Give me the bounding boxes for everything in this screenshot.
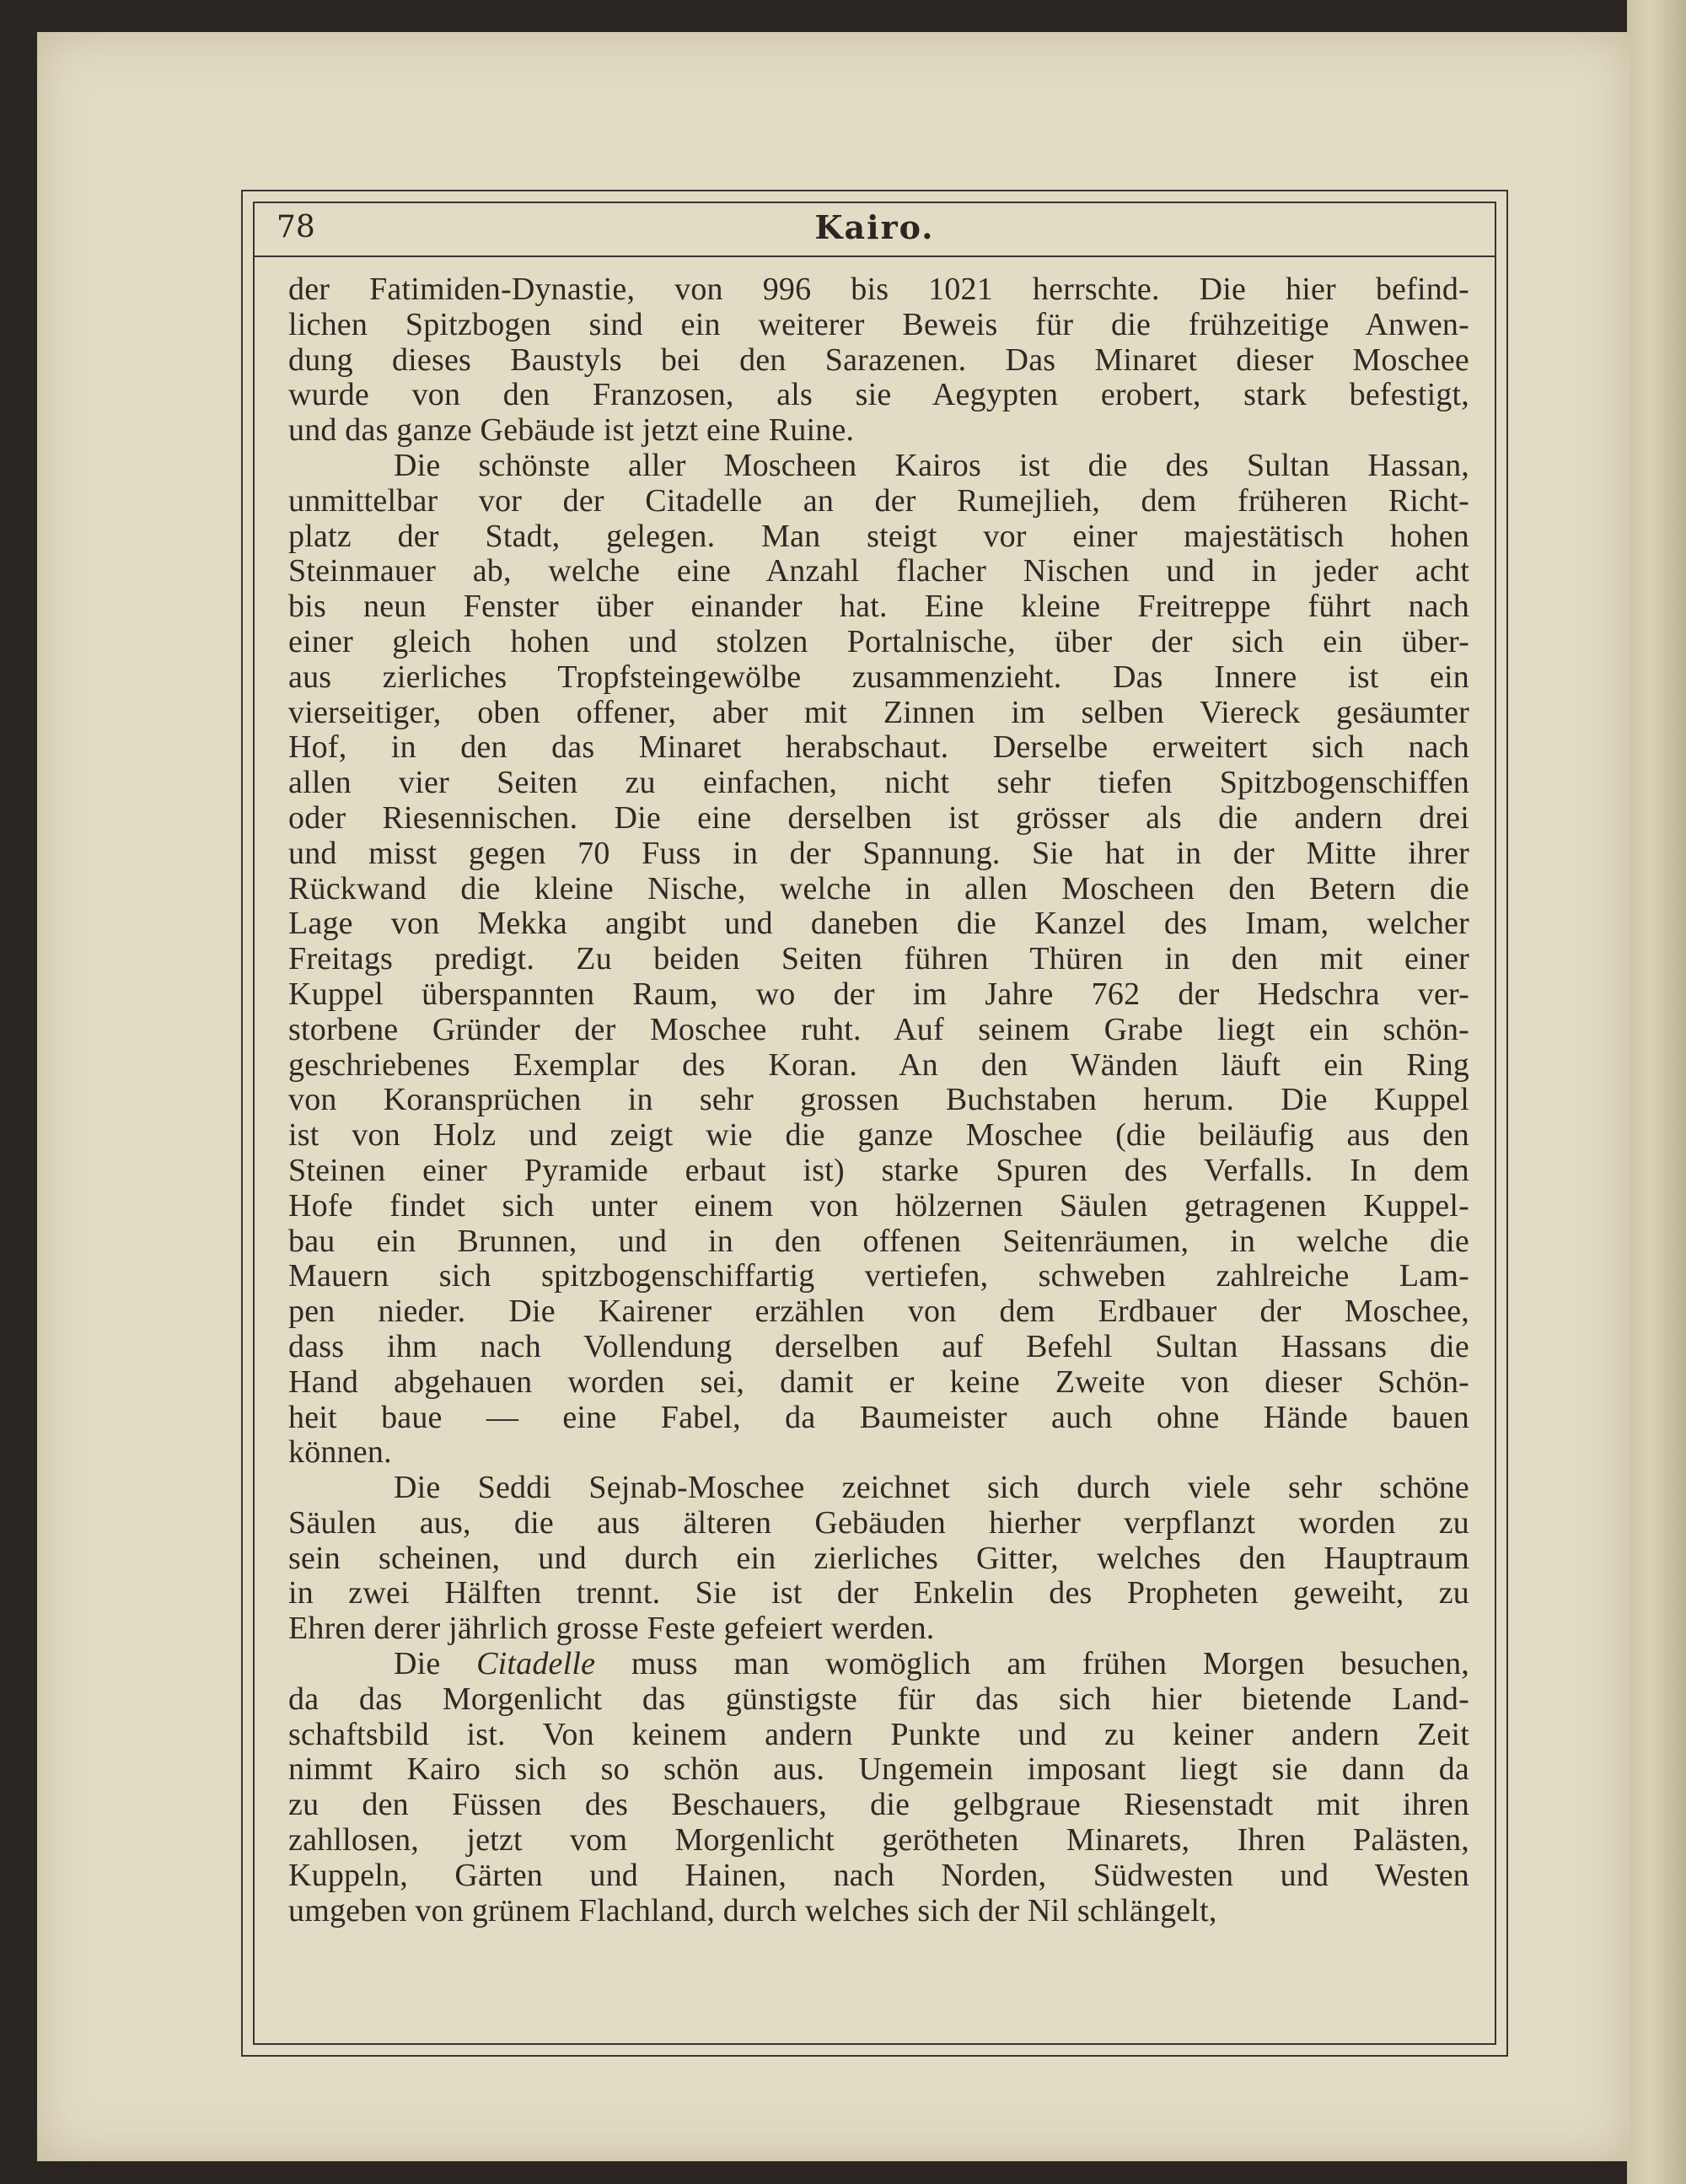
book-edge (1627, 0, 1686, 2184)
text-line: Steinen einer Pyramide erbaut ist) starke Spuren des Verfalls. In dem (288, 1152, 1469, 1188)
text-line: platz der Stadt, gelegen. Man steigt vor einer majestätisch hohen (288, 518, 1469, 554)
text-line: einer gleich hohen und stolzen Portalnische, über der sich ein über- (288, 623, 1469, 659)
page-header (255, 203, 1495, 257)
text-line: bis neun Fenster über einander hat. Eine kleine Freitreppe führt nach (288, 589, 1469, 625)
text-line: allen vier Seiten zu einfachen, nicht sehr tiefen Spitzbogenschiffen (288, 765, 1469, 801)
text-line: Die Seddi Sejnab-Moschee zeichnet sich durch viele sehr schöne (394, 1470, 1469, 1506)
text-line: vierseitiger, oben offener, aber mit Zinnen im selben Viereck gesäumter (288, 694, 1469, 730)
text-line: bau ein Brunnen, und in den offenen Seitenräumen, in welche die (288, 1223, 1469, 1259)
text-line: nimmt Kairo sich so schön aus. Ungemein imposant liegt sie dann da (288, 1751, 1469, 1788)
text-line: und misst gegen 70 Fuss in der Spannung. Sie hat in der Mitte ihrer (288, 835, 1469, 871)
text-line: oder Riesennischen. Die eine derselben ist grösser als die andern drei (288, 799, 1469, 836)
text-line: und das ganze Gebäude ist jetzt eine Ruine. (288, 412, 855, 449)
text-line: Lage von Mekka angibt und daneben die Kanzel des Imam, welcher (288, 906, 1469, 942)
text-line: aus zierliches Tropfsteingewölbe zusammenzieht. Das Innere ist ein (288, 659, 1469, 695)
text-line: Hand abgehauen worden sei, damit er keine Zweite von dieser Schön- (288, 1364, 1469, 1400)
text-line: ist von Holz und zeigt wie die ganze Moschee (die beiläufig aus den (288, 1117, 1469, 1154)
page-number: 78 (277, 210, 315, 245)
text-line: Ehren derer jährlich grosse Feste gefeiert werden. (288, 1611, 935, 1647)
text-line: dung dieses Baustyls bei den Sarazenen. Das Minaret dieser Moschee (288, 342, 1469, 378)
paragraph (288, 449, 1469, 1471)
text-line: Die Citadelle muss man womöglich am frühen Morgen besuchen, (394, 1646, 1469, 1682)
text-line: Freitags predigt. Zu beiden Seiten führen Thüren in den mit einer (288, 941, 1469, 977)
text-line: Mauern sich spitzbogenschiffartig vertiefen, schweben zahlreiche Lam- (288, 1258, 1469, 1294)
text-line: in zwei Hälften trennt. Sie ist der Enkelin des Propheten geweiht, zu (288, 1575, 1469, 1611)
text-line: heit baue — eine Fabel, da Baumeister auch ohne Hände bauen (288, 1399, 1469, 1435)
text-line: Kuppeln, Gärten und Hainen, nach Norden, Südwesten und Westen (288, 1857, 1469, 1893)
page-frame-inner (253, 202, 1496, 2045)
text-line: lichen Spitzbogen sind ein weiterer Beweis für die frühzeitige Anwen- (288, 306, 1469, 342)
text-line: Steinmauer ab, welche eine Anzahl flacher Nischen und in jeder acht (288, 553, 1469, 589)
text-line: unmittelbar vor der Citadelle an der Rumejlieh, dem früheren Richt- (288, 482, 1469, 519)
text-line: zu den Füssen des Beschauers, die gelbgraue Riesenstadt mit ihren (288, 1787, 1469, 1823)
paragraph (288, 1471, 1469, 1647)
paragraph (288, 272, 1469, 449)
text-line: von Koransprüchen in sehr grossen Buchstaben herum. Die Kuppel (288, 1082, 1469, 1118)
text-line: dass ihm nach Vollendung derselben auf Befehl Sultan Hassans die (288, 1328, 1469, 1364)
text-line: Rückwand die kleine Nische, welche in allen Moscheen den Betern die (288, 870, 1469, 906)
text-line: Hof, in den das Minaret herabschaut. Derselbe erweitert sich nach (288, 729, 1469, 766)
text-line: umgeben von grünem Flachland, durch welches sich der Nil schlängelt, (288, 1892, 1217, 1928)
text-line: Die schönste aller Moscheen Kairos ist die des Sultan Hassan, (394, 447, 1469, 483)
text-line: wurde von den Franzosen, als sie Aegypten erobert, stark befestigt, (288, 377, 1469, 413)
text-line: Säulen aus, die aus älteren Gebäuden hierher verpflanzt worden zu (288, 1504, 1469, 1541)
text-line: können. (288, 1434, 392, 1471)
text-line: da das Morgenlicht das günstigste für das sich hier bietende Land- (288, 1681, 1469, 1717)
book-page (37, 32, 1630, 2161)
text-line: der Fatimiden-Dynastie, von 996 bis 1021 herrschte. Die hier befind- (288, 272, 1469, 307)
body-text (288, 272, 1469, 1928)
paragraph (288, 1647, 1469, 1928)
text-line: zahllosen, jetzt vom Morgenlicht gerötheten Minarets, Ihren Palästen, (288, 1822, 1469, 1859)
text-line: Kuppel überspannten Raum, wo der im Jahre 762 der Hedschra ver- (288, 976, 1469, 1012)
running-title: Kairo. (814, 208, 935, 246)
text-line: pen nieder. Die Kairener erzählen von dem Erdbauer der Moschee, (288, 1294, 1469, 1330)
text-line: storbene Gründer der Moschee ruht. Auf seinem Grabe liegt ein schön- (288, 1011, 1469, 1047)
text-line: schaftsbild ist. Von keinem andern Punkte und zu keiner andern Zeit (288, 1716, 1469, 1752)
text-line: sein scheinen, und durch ein zierliches Gitter, welches den Hauptraum (288, 1540, 1469, 1576)
text-line: Hofe findet sich unter einem von hölzernen Säulen getragenen Kuppel- (288, 1187, 1469, 1224)
italic-term: Citadelle (476, 1646, 596, 1682)
text-line: geschriebenes Exemplar des Koran. An den Wänden läuft ein Ring (288, 1046, 1469, 1083)
page-frame (241, 190, 1508, 2057)
